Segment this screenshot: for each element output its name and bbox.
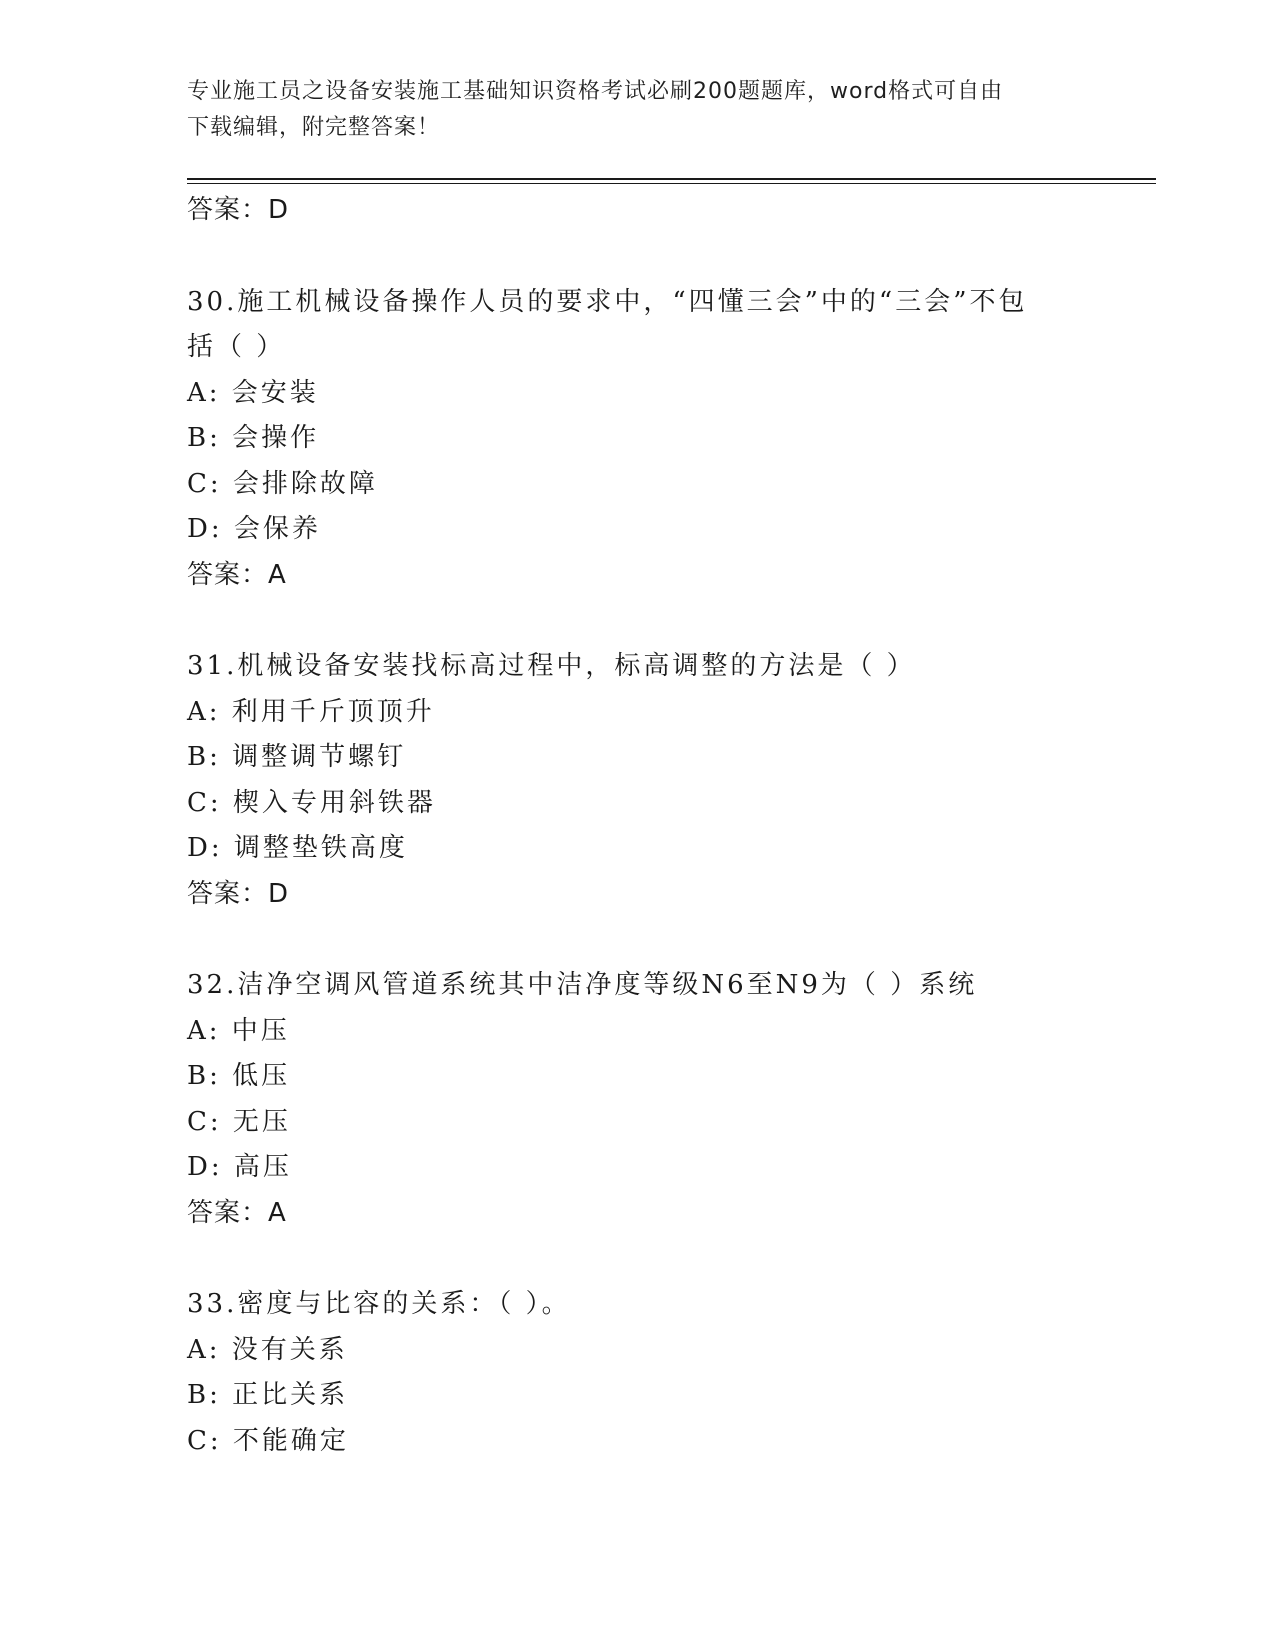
- question-list: [187, 188, 1087, 1464]
- document-header: [187, 74, 1087, 146]
- answer-line: 答案：D: [187, 878, 290, 909]
- option-c: C: 楔入专用斜铁器: [187, 787, 436, 818]
- option-b: B: 低压: [187, 1061, 291, 1091]
- option-a: A: 没有关系: [187, 1334, 348, 1365]
- header-divider: [187, 178, 1156, 184]
- header-title-line-2: 下载编辑，附完整答案！: [187, 115, 441, 140]
- answer-line: 答案：A: [187, 559, 287, 590]
- answer-line: 答案：D: [187, 195, 290, 225]
- option-d: D: 会保养: [187, 514, 321, 544]
- question-stem-continued: 括（ ）: [187, 332, 286, 362]
- question-stem: 31.机械设备安装找标高过程中，标高调整的方法是（ ）: [187, 651, 916, 681]
- option-d: D: 高压: [187, 1152, 292, 1182]
- answer-line: 答案：A: [187, 1197, 287, 1228]
- question-block-30: [187, 280, 1087, 599]
- option-a: A: 中压: [187, 1015, 290, 1046]
- spacer: [187, 234, 1087, 280]
- option-a: A: 利用千斤顶顶升: [187, 696, 435, 727]
- question-stem: 33.密度与比容的关系：（ ）。: [187, 1289, 571, 1319]
- spacer: [187, 598, 1087, 644]
- spacer: [187, 1236, 1087, 1282]
- option-b: B: 会操作: [187, 423, 320, 453]
- question-stem: 30.施工机械设备操作人员的要求中，“四懂三会”中的“三会”不包: [187, 286, 1028, 317]
- option-c: C: 无压: [187, 1106, 291, 1137]
- header-title-line-1: 专业施工员之设备安装施工基础知识资格考试必刷200题题库，word格式可自由: [187, 79, 1004, 104]
- question-block-32: [187, 963, 1087, 1236]
- option-c: C: 会排除故障: [187, 468, 378, 499]
- option-d: D: 调整垫铁高度: [187, 833, 408, 863]
- option-b: B: 正比关系: [187, 1380, 349, 1410]
- question-block-31: [187, 644, 1087, 917]
- spacer: [187, 917, 1087, 963]
- question-stem: 32.洁净空调风管道系统其中洁净度等级N6至N9为（ ）系统: [187, 970, 978, 1000]
- option-c: C: 不能确定: [187, 1425, 349, 1456]
- option-b: B: 调整调节螺钉: [187, 742, 407, 772]
- option-a: A: 会安装: [187, 377, 319, 408]
- question-block-33: [187, 1282, 1087, 1464]
